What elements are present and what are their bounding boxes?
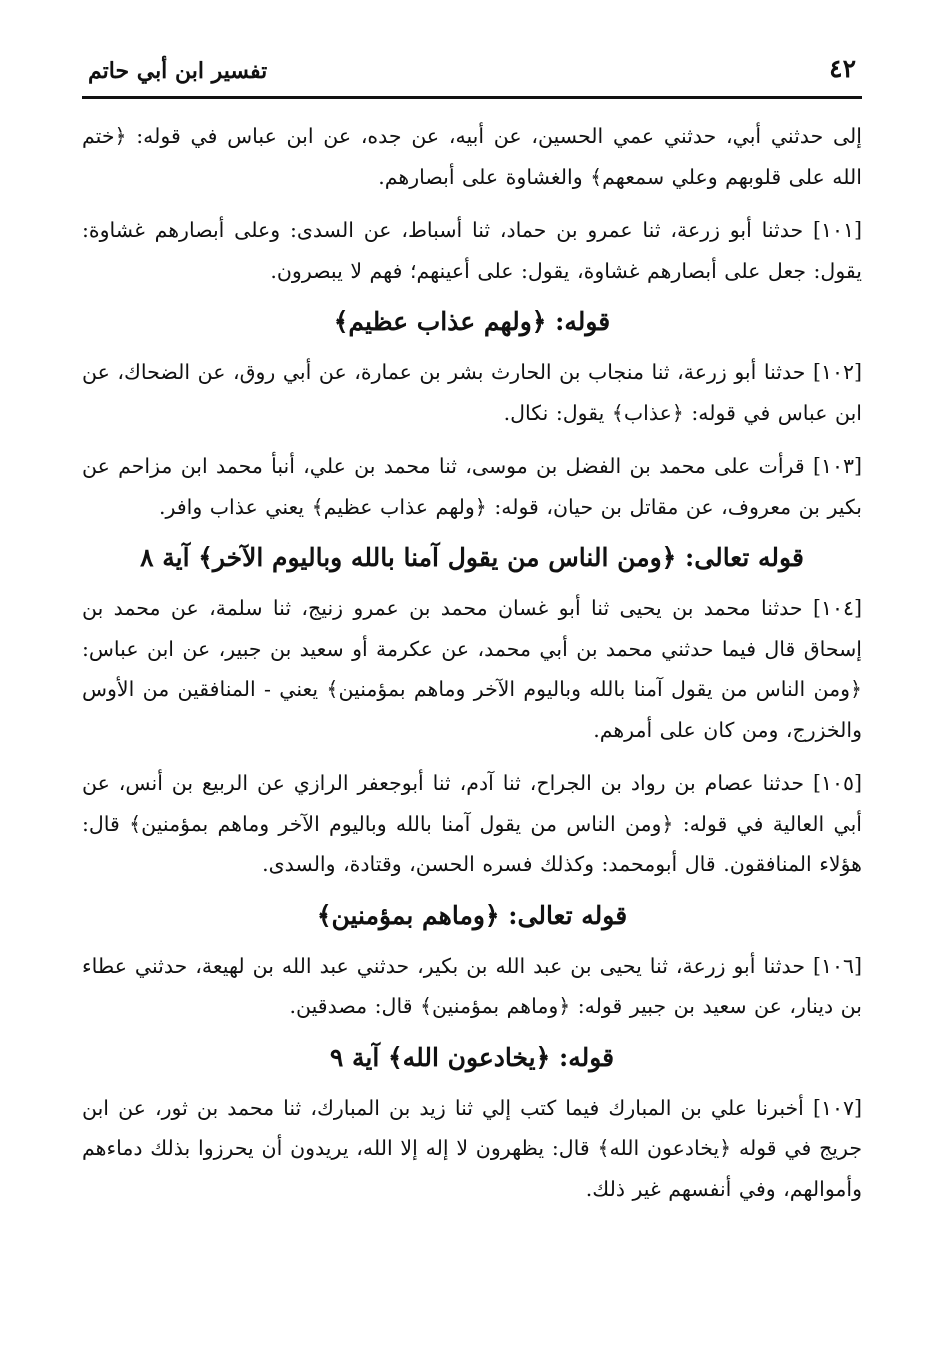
page-header: [82, 52, 862, 98]
section-heading: قوله: ﴿يخادعون الله﴾ آية ٩: [329, 1042, 615, 1072]
page-number: ٤٢: [829, 54, 856, 83]
page-body: [82, 116, 862, 1222]
paragraph-104: [١٠٤] حدثنا محمد بن يحيى ثنا أبو غسان محمد بن عمرو زنيج، ثنا سلمة، عن محمد بن إسحاق قال فيما حدثني محمد بن أبي محمد، عن عكرمة أو سعيد بن جبير، عن ابن عباس: ﴿ومن الناس من يقول آمنا بالله وباليوم الآخر وماهم بمؤمنين﴾ يعني - المنافقين من الأوس والخزرج، ومن كان على أمرهم.: [82, 596, 862, 742]
paragraph-106: [١٠٦] حدثنا أبو زرعة، ثنا يحيى بن عبد الله بن بكير، حدثني عبد الله بن لهيعة، حدثني عطاء بن دينار، عن سعيد بن جبير قوله: ﴿وماهم بمؤمنين﴾ قال: مصدقين.: [82, 953, 862, 1018]
section-heading: قوله: ﴿ولهم عذاب عظيم﴾: [333, 307, 611, 336]
paragraph-102: [١٠٢] حدثنا أبو زرعة، ثنا منجاب بن الحارث بشر بن عمارة، عن أبي روق، عن الضحاك، عن ابن عباس في قوله: ﴿عذاب﴾ يقول: نكال.: [82, 360, 862, 425]
paragraph-105: [١٠٥] حدثنا عصام بن رواد بن الجراح، ثنا آدم، ثنا أبوجعفر الرازي عن الربيع بن أنس، عن أبي العالية في قوله: ﴿ومن الناس من يقول آمنا بالله وباليوم الآخر وماهم بمؤمنين﴾ قال: هؤلاء المنافقون. قال أبومحمد: وكذلك فسره الحسن، وقتادة، والسدى.: [82, 771, 862, 876]
book-title: تفسير ابن أبي حاتم: [88, 58, 268, 84]
paragraph-101: [١٠١] حدثنا أبو زرعة، ثنا عمرو بن حماد، ثنا أسباط، عن السدى: وعلى أبصارهم غشاوة: يقول: جعل على أبصارهم غشاوة، يقول: على أعينهم؛ فهم لا يبصرون.: [82, 218, 862, 283]
paragraph-intro: إلى حدثني أبي، حدثني عمي الحسين، عن أبيه، عن جده، عن ابن عباس في قوله: ﴿ختم الله على قلوبهم وعلي سمعهم﴾ والغشاوة على أبصارهم.: [82, 124, 862, 189]
section-heading: قوله تعالى: ﴿وماهم بمؤمنين﴾: [316, 900, 628, 930]
header-rule: [82, 96, 862, 99]
paragraph-103: [١٠٣] قرأت على محمد بن الفضل بن موسى، ثنا محمد بن علي، أنبأ محمد ابن مزاحم عن بكير بن معروف، عن مقاتل بن حيان، قوله: ﴿ولهم عذاب عظيم﴾ يعني عذاب وافر.: [82, 454, 862, 519]
section-heading: قوله تعالى: ﴿ومن الناس من يقول آمنا بالله وباليوم الآخر﴾ آية ٨: [140, 543, 804, 572]
paragraph-107: [١٠٧] أخبرنا علي بن المبارك فيما كتب إلي ثنا زيد بن المبارك، ثنا محمد بن ثور، عن ابن جريج في قوله ﴿يخادعون الله﴾ قال: يظهرون لا إله إلا الله، يريدون أن يحرزوا بذلك دماءهم وأموالهم، وفي أنفسهم غير ذلك.: [82, 1095, 862, 1201]
